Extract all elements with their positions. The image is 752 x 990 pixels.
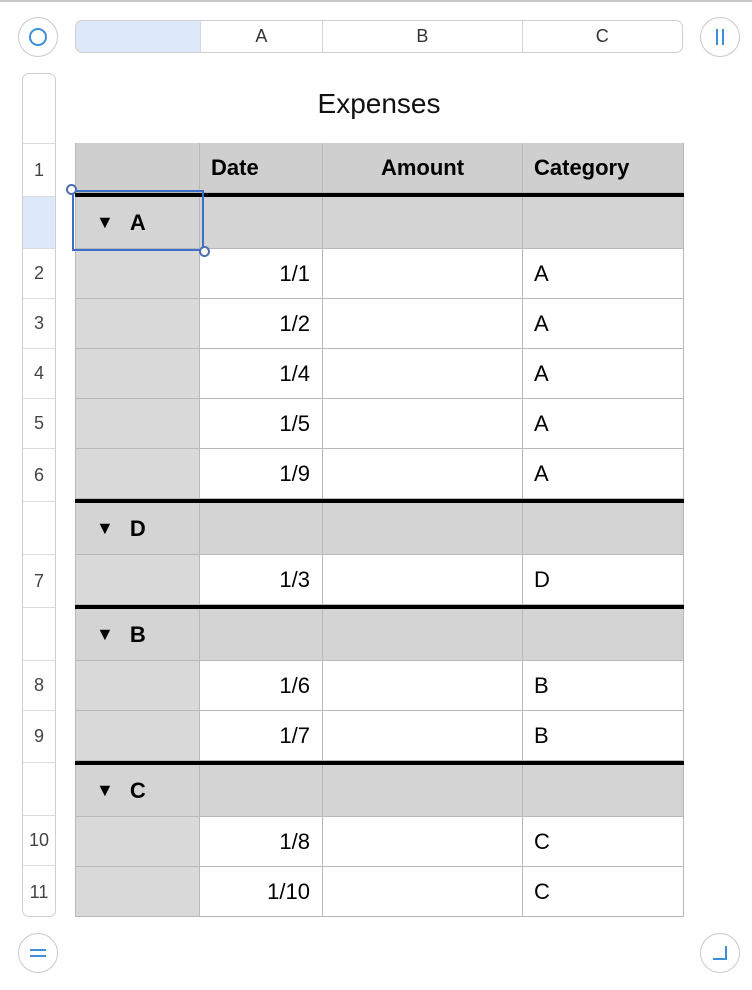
header-cell-date[interactable]: Date: [200, 143, 323, 193]
date-cell[interactable]: 1/2: [200, 299, 323, 349]
amount-cell[interactable]: [323, 817, 523, 867]
select-table-button[interactable]: [18, 17, 58, 57]
column-header-0[interactable]: [76, 21, 201, 52]
table-title[interactable]: Expenses: [317, 88, 441, 119]
date-cell[interactable]: 1/10: [200, 867, 323, 917]
date-cell[interactable]: 1/5: [200, 399, 323, 449]
group-label-d[interactable]: [75, 503, 200, 555]
row-header-group-a[interactable]: [23, 197, 55, 249]
category-cell[interactable]: A: [523, 349, 684, 399]
table-row: [75, 399, 684, 449]
row-label-cell[interactable]: [75, 661, 200, 711]
row-header-10[interactable]: 10: [23, 816, 55, 866]
date-cell[interactable]: 1/8: [200, 817, 323, 867]
top-divider: [0, 0, 752, 2]
row-label-cell[interactable]: [75, 299, 200, 349]
group-cell[interactable]: [200, 765, 323, 817]
row-header-5[interactable]: 5: [23, 399, 55, 449]
group-cell[interactable]: [523, 609, 684, 661]
equals-icon: [27, 942, 49, 964]
row-label-cell[interactable]: [75, 249, 200, 299]
date-cell[interactable]: 1/3: [200, 555, 323, 605]
column-header-bar: [75, 20, 683, 53]
category-cell[interactable]: C: [523, 817, 684, 867]
category-cell[interactable]: D: [523, 555, 684, 605]
group-name: D: [129, 515, 146, 541]
row-label-cell[interactable]: [75, 817, 200, 867]
amount-cell[interactable]: [323, 555, 523, 605]
group-cell[interactable]: [323, 503, 523, 555]
header-cell-blank[interactable]: [75, 143, 200, 193]
row-header-4[interactable]: 4: [23, 349, 55, 399]
group-cell[interactable]: [523, 765, 684, 817]
row-header-7[interactable]: 7: [23, 555, 55, 608]
table-row: [75, 299, 684, 349]
category-cell[interactable]: A: [523, 299, 684, 349]
cell-selection: [72, 190, 204, 251]
row-header-6[interactable]: 6: [23, 449, 55, 502]
row-header-title[interactable]: [23, 74, 55, 144]
date-cell[interactable]: 1/7: [200, 711, 323, 761]
date-cell[interactable]: 1/6: [200, 661, 323, 711]
row-label-cell[interactable]: [75, 867, 200, 917]
header-row: [75, 143, 684, 193]
row-header-group-d[interactable]: [23, 502, 55, 555]
date-cell[interactable]: 1/9: [200, 449, 323, 499]
category-cell[interactable]: A: [523, 249, 684, 299]
group-cell[interactable]: [323, 197, 523, 249]
row-header-3[interactable]: 3: [23, 299, 55, 349]
header-cell-amount[interactable]: Amount: [323, 143, 523, 193]
group-cell[interactable]: [200, 197, 323, 249]
amount-cell[interactable]: [323, 449, 523, 499]
row-header-2[interactable]: 2: [23, 249, 55, 299]
row-header-11[interactable]: 11: [29, 881, 49, 902]
table-row: [75, 555, 684, 605]
row-label-cell[interactable]: [75, 711, 200, 761]
amount-cell[interactable]: [323, 249, 523, 299]
date-cell[interactable]: 1/1: [200, 249, 323, 299]
row-header-1[interactable]: 1: [23, 144, 55, 197]
double-bar-icon: [709, 26, 731, 48]
add-row-button[interactable]: [18, 933, 58, 973]
amount-cell[interactable]: [323, 661, 523, 711]
add-column-button[interactable]: [700, 17, 740, 57]
row-header-9[interactable]: 9: [23, 711, 55, 763]
category-cell[interactable]: B: [523, 661, 684, 711]
amount-cell[interactable]: [323, 399, 523, 449]
group-name: A: [129, 209, 146, 235]
amount-cell[interactable]: [323, 349, 523, 399]
disclosure-triangle-icon[interactable]: ▼: [96, 212, 114, 232]
disclosure-triangle-icon[interactable]: ▼: [96, 624, 114, 644]
date-cell[interactable]: 1/4: [200, 349, 323, 399]
group-cell[interactable]: [323, 609, 523, 661]
group-cell[interactable]: [200, 503, 323, 555]
selection-handle-bottom-right[interactable]: [199, 246, 210, 257]
row-header-bar: [22, 73, 56, 917]
disclosure-triangle-icon[interactable]: ▼: [96, 780, 114, 800]
table-row: [75, 661, 684, 711]
amount-cell[interactable]: [323, 711, 523, 761]
row-header-group-c[interactable]: [23, 763, 55, 816]
group-cell[interactable]: [523, 197, 684, 249]
disclosure-triangle-icon[interactable]: ▼: [96, 518, 114, 538]
category-cell[interactable]: A: [523, 449, 684, 499]
circle-icon: [27, 26, 49, 48]
column-header-a[interactable]: A: [201, 21, 324, 52]
category-cell[interactable]: B: [523, 711, 684, 761]
category-cell[interactable]: A: [523, 399, 684, 449]
corner-resize-icon: [709, 942, 731, 964]
row-header-8[interactable]: 8: [23, 661, 55, 711]
group-cell[interactable]: [323, 765, 523, 817]
selection-handle-top-left[interactable]: [66, 184, 77, 195]
row-label-cell[interactable]: [75, 449, 200, 499]
group-name: C: [129, 777, 146, 803]
group-label-c[interactable]: [75, 765, 200, 817]
row-header-group-b[interactable]: [23, 608, 55, 661]
category-cell[interactable]: C: [523, 867, 684, 917]
table-row: [75, 867, 684, 917]
amount-cell[interactable]: [323, 867, 523, 917]
table-row: [75, 711, 684, 761]
table-row: [75, 249, 684, 299]
column-header-b[interactable]: B: [323, 21, 522, 52]
row-label-cell[interactable]: [75, 399, 200, 449]
group-row-c: [75, 765, 684, 817]
table-row: [75, 349, 684, 399]
header-cell-category[interactable]: Category: [523, 143, 684, 193]
group-row-b: [75, 609, 684, 661]
group-cell[interactable]: [200, 609, 323, 661]
column-header-c[interactable]: C: [595, 26, 609, 46]
group-cell[interactable]: [523, 503, 684, 555]
table-row: [75, 817, 684, 867]
group-label-b[interactable]: [75, 609, 200, 661]
amount-cell[interactable]: [323, 299, 523, 349]
group-name: B: [129, 621, 146, 647]
group-row-d: [75, 503, 684, 555]
table-row: [75, 449, 684, 499]
row-label-cell[interactable]: [75, 349, 200, 399]
resize-table-button[interactable]: [700, 933, 740, 973]
row-label-cell[interactable]: [75, 555, 200, 605]
